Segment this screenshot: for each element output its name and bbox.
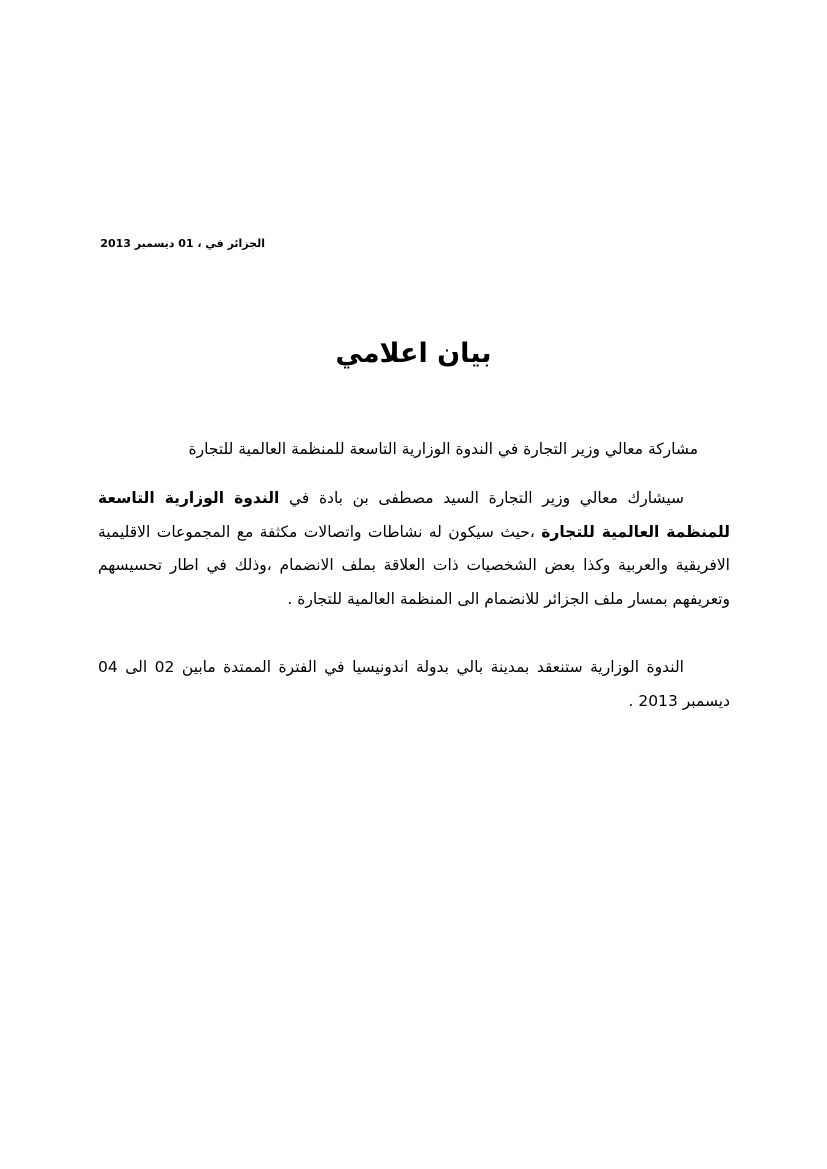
paragraph-1-text-start: سيشارك معالي وزير التجارة السيد مصطفى بن بادة في [279,489,684,507]
paragraph-2-text: الندوة الوزارية ستنعقد بمدينة بالي بدولة اندونيسيا في الفترة الممتدة مابين 02 الى 04 ديسمبر 2013 . [98,658,730,710]
paragraph-1-bold-event-name: الندوة الوزارية التاسعة للمنظمة العالمية للتجارة [98,489,730,541]
page-title: بيان اعلامي [335,338,492,369]
body-paragraph-1 [98,482,730,616]
body-paragraph-2 [98,651,730,718]
subject-line: مشاركة معالي وزير التجارة في الندوة الوزارية التاسعة للمنظمة العالمية للتجارة [188,440,698,458]
paragraph-1-text-end: ،حيث سيكون له نشاطات واتصالات مكثفة مع المجموعات الاقليمية الافريقية والعربية وكذا بعض الشخصيات ذات العلاقة بملف الانضمام ،وذلك في اطار تحسيسهم وتعريفهم بمسار ملف الجزائر للانضمام الى المنظمة العالمية للتجارة . [98,522,730,608]
date-line: الجزائر في ، 01 ديسمبر 2013 [100,237,265,250]
